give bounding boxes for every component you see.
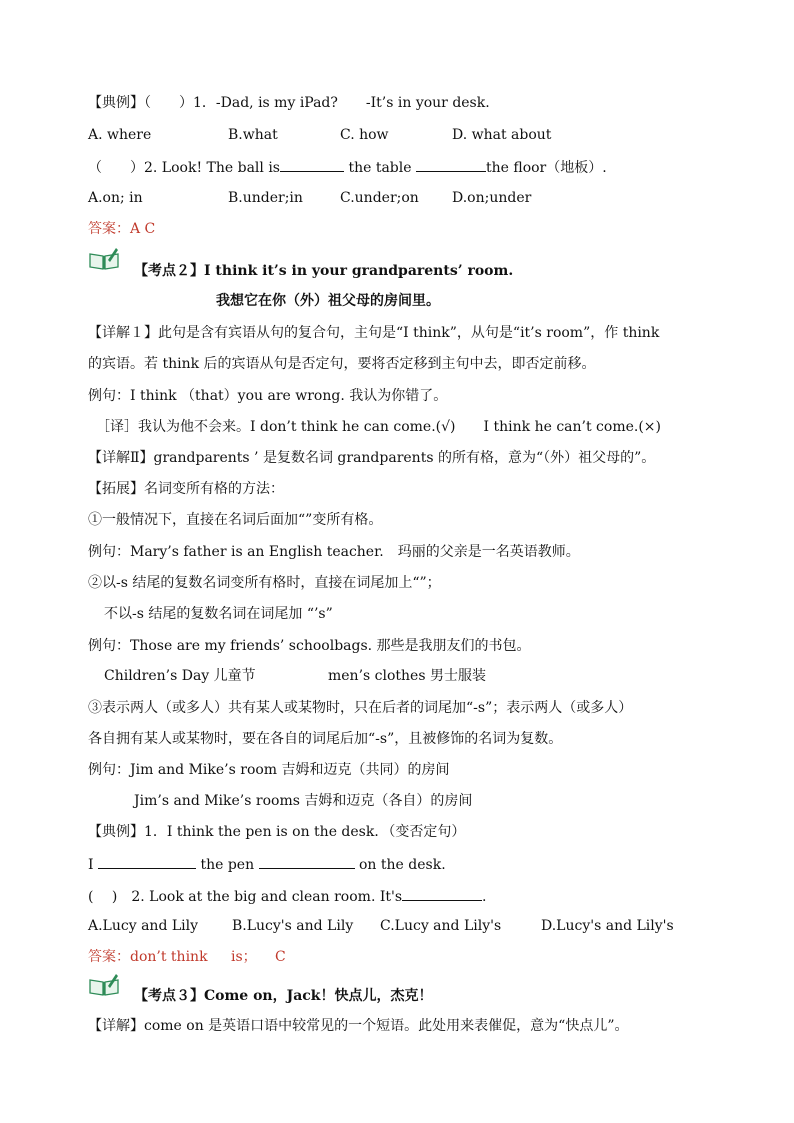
- rule-1-example: 例句：Mary’s father is an English teacher. 玛丽的父亲是一名英语教师。: [88, 544, 580, 560]
- option-a: A.on; in: [88, 190, 143, 206]
- point2-detail2: 【详解Ⅱ】grandparents ’ 是复数名词 grandparents 的所有格，意为“（外）祖父母的”。: [88, 450, 656, 466]
- example1-q2-options: [88, 189, 531, 207]
- point2-subtitle: 我想它在你（外）祖父母的房间里。: [216, 293, 440, 309]
- rewrite-i: I: [88, 857, 94, 873]
- answer-1: don’t think: [130, 949, 208, 965]
- option-c: C.under;on: [340, 190, 419, 206]
- rule-2-examples-2: [104, 667, 486, 685]
- childrens-day: Children’s Day 儿童节: [104, 668, 256, 684]
- option-c: C.Lucy and Lily's: [380, 918, 502, 934]
- example2-options: [88, 917, 674, 935]
- rule-2-b: 不以-s 结尾的复数名词在词尾加 “’s”: [104, 606, 333, 622]
- q2-text-b: the table: [348, 160, 412, 176]
- option-b: B.under;in: [228, 190, 303, 206]
- option-a: A.Lucy and Lily: [88, 918, 199, 934]
- option-c: C. how: [340, 127, 389, 143]
- point2-detail1-b: 的宾语。若 think 后的宾语从句是否定句，要将否定移到主句中去，即否定前移。: [88, 356, 596, 372]
- answer-value: A C: [130, 221, 156, 237]
- answer-label: 答案：: [88, 221, 130, 237]
- blank-1: [98, 854, 196, 869]
- point2-title: 【考点２】I think it’s in your grandparents’ room.: [134, 263, 514, 279]
- rule-2-a: ②以-s 结尾的复数名词变所有格时，直接在词尾加上“”；: [88, 575, 441, 591]
- mens-clothes: men’s clothes 男士服装: [328, 668, 486, 684]
- q2-text: ( ) 2. Look at the big and clean room. It's: [88, 889, 403, 905]
- answer-3: C: [275, 949, 286, 965]
- option-b: B.what: [228, 127, 278, 143]
- rule-2-example: 例句：Those are my friends’ schoolbags. 那些是我朋友们的书包。: [88, 638, 531, 654]
- option-d: D.Lucy's and Lily's: [541, 918, 674, 934]
- example1-question1: 【典例】（ ）1．-Dad, is my iPad? -It’s in your desk.: [88, 95, 490, 111]
- blank: [402, 886, 482, 901]
- rule-3-a: ③表示两人（或多人）共有某人或某物时，只在后者的词尾加“-s”；表示两人（或多人）: [88, 700, 633, 716]
- example2-question1: 【典例】1．I think the pen is on the desk．（变否定句）: [88, 824, 466, 840]
- option-a: A. where: [88, 127, 152, 143]
- option-d: D. what about: [452, 127, 552, 143]
- rewrite-desk: on the desk.: [359, 857, 446, 873]
- example1-answer: [88, 220, 155, 238]
- book-pen-icon: [88, 246, 120, 270]
- point2-extension-title: 【拓展】名词变所有格的方法：: [88, 481, 284, 497]
- example2-answer: [88, 948, 286, 966]
- option-b: B.Lucy's and Lily: [232, 918, 354, 934]
- blank-1: [280, 157, 344, 172]
- point3-detail: 【详解】come on 是英语口语中较常见的一个短语。此处用来表催促，意为“快点儿”。: [88, 1018, 629, 1034]
- answer-2: is；: [231, 949, 257, 965]
- q2-text-c: the floor（地板）.: [485, 160, 607, 176]
- rule-1: ①一般情况下，直接在名词后面加“”变所有格。: [88, 512, 383, 528]
- example2-question2: ( ) 2. Look at the big and clean room. It's .: [88, 886, 486, 906]
- blank-2: [259, 854, 355, 869]
- rule-3-example2: Jim’s and Mike’s rooms 吉姆和迈克（各自）的房间: [134, 793, 473, 809]
- example1-question2: [88, 157, 607, 177]
- blank-2: [416, 157, 486, 172]
- answer-label: 答案：: [88, 949, 130, 965]
- book-pen-icon: [88, 972, 120, 996]
- option-d: D.on;under: [452, 190, 532, 206]
- rule-3-b: 各自拥有某人或某物时，要在各自的词尾后加“-s”，且被修饰的名词为复数。: [88, 731, 563, 747]
- point2-example: 例句：I think （that）you are wrong. 我认为你错了。: [88, 388, 448, 404]
- point2-detail1-a: 【详解１】此句是含有宾语从句的复合句，主句是“I think”，从句是“it’s room”，作 think: [88, 325, 660, 341]
- point3-title: 【考点３】Come on，Jack！快点儿，杰克！: [134, 988, 433, 1004]
- point2-translation: ［译］我认为他不会来。I don’t think he can come.(√) I think he can’t come.(×): [96, 419, 661, 435]
- rule-3-example1: 例句：Jim and Mike’s room 吉姆和迈克（共同）的房间: [88, 762, 450, 778]
- q2-text-a: （ ）2. Look! The ball is: [88, 160, 280, 176]
- example1-options: [88, 126, 551, 144]
- example2-rewrite-line: [88, 854, 446, 874]
- rewrite-pen: the pen: [200, 857, 255, 873]
